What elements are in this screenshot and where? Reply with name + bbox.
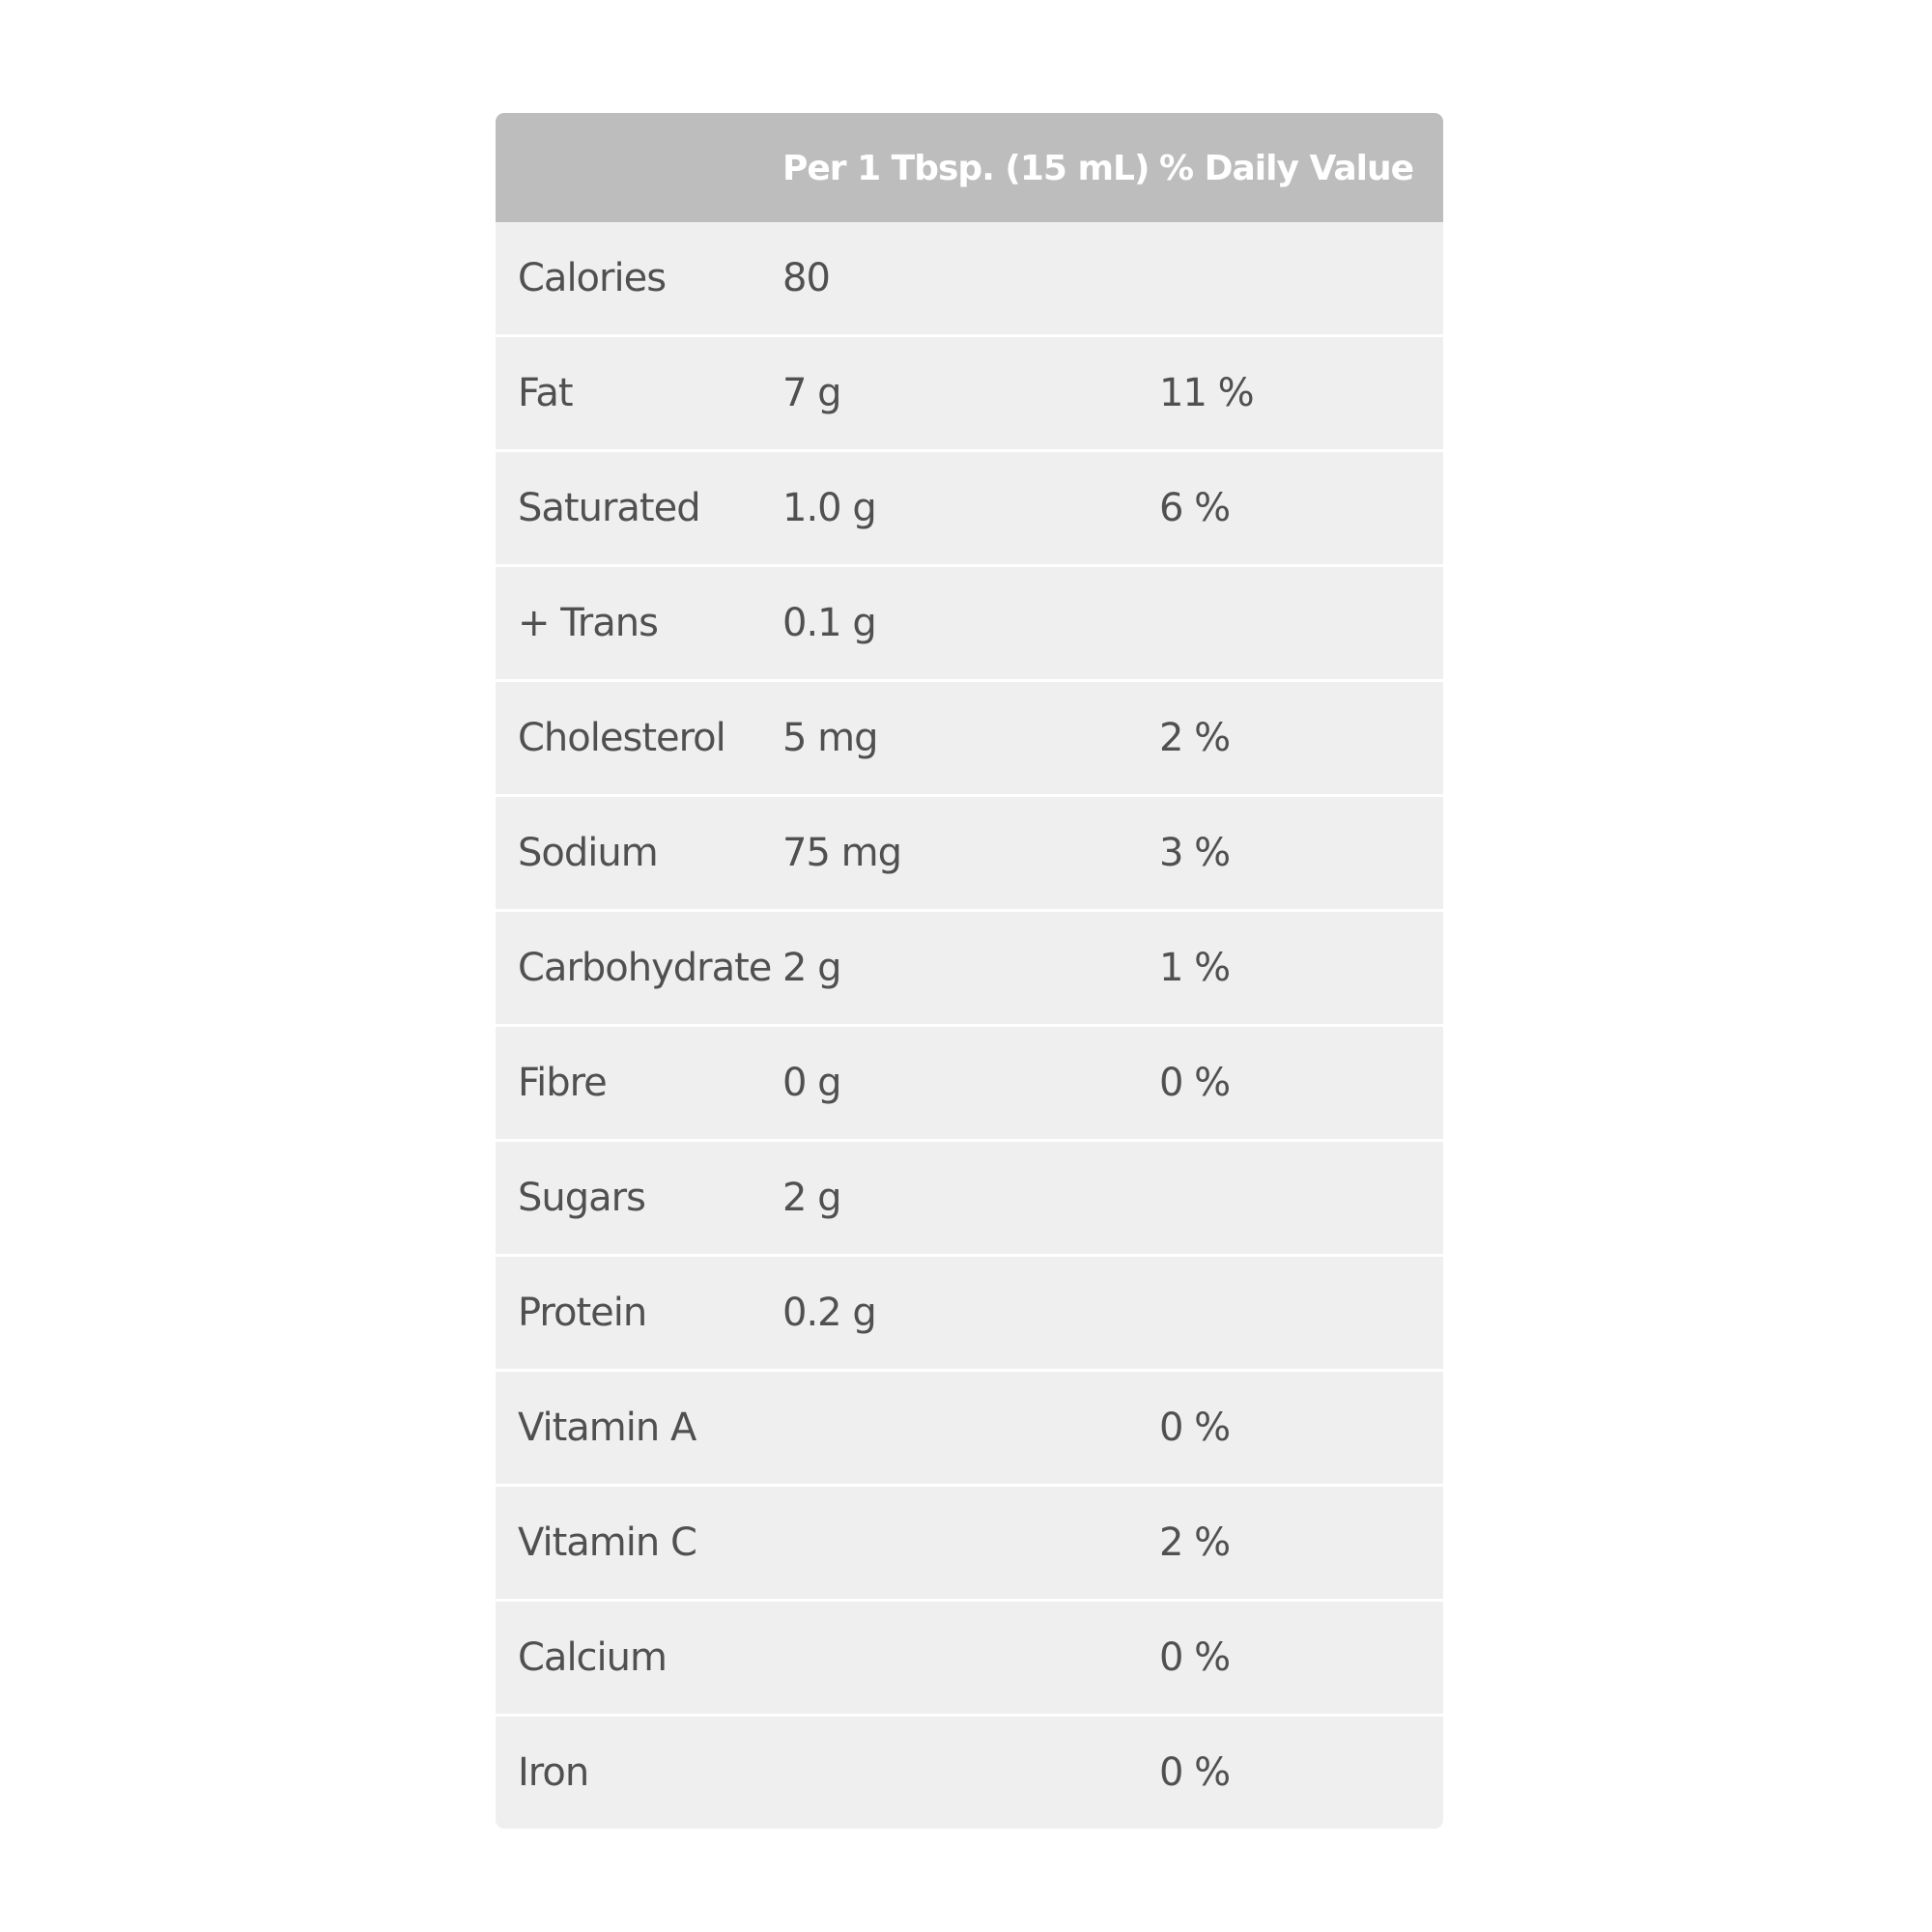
table-row: [496, 1714, 1443, 1829]
row-daily-value: 0 %: [1159, 1750, 1231, 1795]
row-amount: 0.1 g: [782, 601, 876, 645]
row-daily-value: 2 %: [1159, 716, 1231, 760]
table-row: [496, 1484, 1443, 1599]
row-nutrient: Calories: [518, 256, 667, 300]
row-nutrient: Iron: [518, 1750, 589, 1795]
row-nutrient: Sugars: [518, 1176, 645, 1220]
table-row: [496, 794, 1443, 909]
row-amount: 2 g: [782, 1176, 841, 1220]
table-row: [496, 679, 1443, 794]
row-nutrient: Vitamin C: [518, 1520, 696, 1565]
row-amount: 0.2 g: [782, 1291, 876, 1335]
row-daily-value: 0 %: [1159, 1406, 1231, 1450]
nutrition-facts-table: [496, 113, 1443, 1829]
row-nutrient: Saturated: [518, 486, 700, 530]
row-amount: 5 mg: [782, 716, 878, 760]
row-amount: 7 g: [782, 371, 841, 415]
row-nutrient: Sodium: [518, 831, 658, 875]
table-header: [496, 113, 1443, 222]
row-daily-value: 0 %: [1159, 1061, 1231, 1105]
row-nutrient: Protein: [518, 1291, 647, 1335]
table-row: [496, 334, 1443, 449]
table-row: [496, 1599, 1443, 1714]
row-amount: 2 g: [782, 946, 841, 990]
table-row: [496, 449, 1443, 564]
table-row: [496, 564, 1443, 679]
row-nutrient: Calcium: [518, 1635, 667, 1680]
row-nutrient: Carbohydrate: [518, 946, 772, 990]
table-body: [496, 222, 1443, 1829]
table-row: [496, 1254, 1443, 1369]
row-nutrient: + Trans: [518, 601, 658, 645]
row-daily-value: 11 %: [1159, 371, 1254, 415]
row-amount: 0 g: [782, 1061, 841, 1105]
header-amount: Per 1 Tbsp. (15 mL): [782, 149, 1150, 188]
row-nutrient: Fibre: [518, 1061, 607, 1105]
table-row: [496, 909, 1443, 1024]
table-row: [496, 1139, 1443, 1254]
row-amount: 75 mg: [782, 831, 901, 875]
row-nutrient: Fat: [518, 371, 573, 415]
row-amount: 80: [782, 256, 830, 300]
row-daily-value: 3 %: [1159, 831, 1231, 875]
header-daily-value: % Daily Value: [1159, 149, 1414, 188]
row-nutrient: Vitamin A: [518, 1406, 696, 1450]
row-daily-value: 1 %: [1159, 946, 1231, 990]
table-row: [496, 1369, 1443, 1484]
row-nutrient: Cholesterol: [518, 716, 725, 760]
row-daily-value: 6 %: [1159, 486, 1231, 530]
row-amount: 1.0 g: [782, 486, 876, 530]
table-row: [496, 222, 1443, 334]
row-daily-value: 2 %: [1159, 1520, 1231, 1565]
table-row: [496, 1024, 1443, 1139]
row-daily-value: 0 %: [1159, 1635, 1231, 1680]
